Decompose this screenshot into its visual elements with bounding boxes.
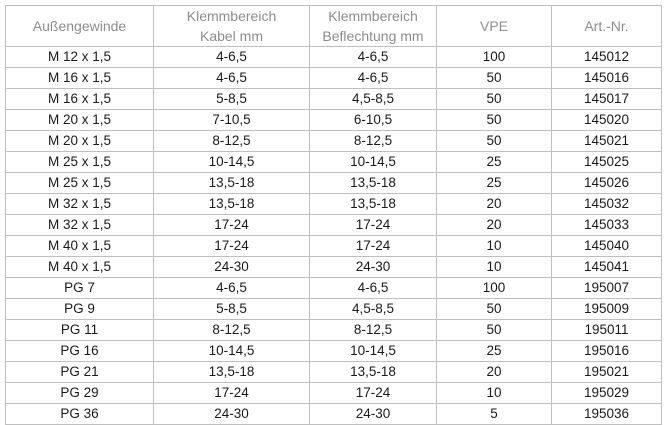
cell-clamp-cable[interactable]: 13,5-18 — [154, 362, 310, 383]
cell-article-number[interactable]: 145033 — [552, 215, 662, 236]
cell-packaging-unit[interactable]: 100 — [437, 278, 552, 299]
cell-packaging-unit[interactable]: 20 — [437, 194, 552, 215]
cell-clamp-cable[interactable]: 7-10,5 — [154, 110, 310, 131]
cell-clamp-cable[interactable]: 5-8,5 — [154, 299, 310, 320]
cell-clamp-braiding[interactable]: 10-14,5 — [310, 341, 437, 362]
cell-packaging-unit[interactable]: 50 — [437, 320, 552, 341]
cell-clamp-cable[interactable]: 13,5-18 — [154, 194, 310, 215]
cell-clamp-braiding[interactable]: 4-6,5 — [310, 47, 437, 68]
header-clamp-range-cable-line2: Kabel mm — [199, 28, 264, 44]
cell-thread[interactable]: M 16 x 1,5 — [6, 89, 154, 110]
cell-clamp-cable[interactable]: 4-6,5 — [154, 47, 310, 68]
cell-article-number[interactable]: 195007 — [552, 278, 662, 299]
cell-clamp-cable[interactable]: 17-24 — [154, 236, 310, 257]
cell-thread[interactable]: M 40 x 1,5 — [6, 257, 154, 278]
header-clamp-range-braiding-line2: Beflechtung mm — [322, 28, 424, 44]
cell-article-number[interactable]: 195029 — [552, 383, 662, 404]
table-row — [6, 299, 662, 320]
cell-thread[interactable]: M 40 x 1,5 — [6, 236, 154, 257]
cell-article-number[interactable]: 145026 — [552, 173, 662, 194]
cell-article-number[interactable]: 145016 — [552, 68, 662, 89]
cell-thread[interactable]: M 20 x 1,5 — [6, 110, 154, 131]
header-clamp-range-cable-line1: Klemmbereich — [186, 8, 277, 24]
cell-clamp-braiding[interactable]: 4-6,5 — [310, 278, 437, 299]
cell-thread[interactable]: PG 16 — [6, 341, 154, 362]
table-row — [6, 362, 662, 383]
table-row — [6, 131, 662, 152]
header-packaging-unit-label: VPE — [479, 18, 508, 34]
cell-packaging-unit[interactable]: 25 — [437, 152, 552, 173]
cell-packaging-unit[interactable]: 25 — [437, 173, 552, 194]
header-thread[interactable] — [6, 6, 154, 47]
product-table — [5, 5, 662, 425]
cell-clamp-cable[interactable]: 4-6,5 — [154, 278, 310, 299]
cell-article-number[interactable]: 145020 — [552, 110, 662, 131]
header-clamp-range-braiding-line1: Klemmbereich — [328, 8, 418, 24]
cell-thread[interactable]: M 12 x 1,5 — [6, 47, 154, 68]
header-article-number[interactable] — [552, 6, 662, 47]
cell-clamp-braiding[interactable]: 13,5-18 — [310, 173, 437, 194]
cell-thread[interactable]: PG 36 — [6, 404, 154, 425]
cell-article-number[interactable]: 145017 — [552, 89, 662, 110]
cell-clamp-braiding[interactable]: 24-30 — [310, 404, 437, 425]
cell-clamp-braiding[interactable]: 17-24 — [310, 236, 437, 257]
cell-article-number[interactable]: 195009 — [552, 299, 662, 320]
table-row — [6, 278, 662, 299]
cell-packaging-unit[interactable]: 10 — [437, 236, 552, 257]
cell-thread[interactable]: M 32 x 1,5 — [6, 194, 154, 215]
cell-clamp-cable[interactable]: 13,5-18 — [154, 173, 310, 194]
cell-packaging-unit[interactable]: 20 — [437, 215, 552, 236]
header-packaging-unit[interactable] — [437, 6, 552, 47]
cell-packaging-unit[interactable]: 10 — [437, 257, 552, 278]
table-row — [6, 404, 662, 425]
cell-packaging-unit[interactable]: 50 — [437, 110, 552, 131]
table-row — [6, 215, 662, 236]
cell-article-number[interactable]: 195036 — [552, 404, 662, 425]
table-row — [6, 173, 662, 194]
cell-clamp-braiding[interactable]: 4,5-8,5 — [310, 89, 437, 110]
cell-clamp-braiding[interactable]: 10-14,5 — [310, 152, 437, 173]
cell-packaging-unit[interactable]: 100 — [437, 47, 552, 68]
cell-packaging-unit[interactable]: 50 — [437, 68, 552, 89]
cell-thread[interactable]: M 25 x 1,5 — [6, 173, 154, 194]
cell-clamp-cable[interactable]: 8-12,5 — [154, 131, 310, 152]
cell-thread[interactable]: M 16 x 1,5 — [6, 68, 154, 89]
cell-article-number[interactable]: 145032 — [552, 194, 662, 215]
cell-packaging-unit[interactable]: 10 — [437, 383, 552, 404]
table-row — [6, 194, 662, 215]
cell-thread[interactable]: M 25 x 1,5 — [6, 152, 154, 173]
cell-thread[interactable]: PG 21 — [6, 362, 154, 383]
cell-packaging-unit[interactable]: 50 — [437, 89, 552, 110]
table-row — [6, 236, 662, 257]
cell-clamp-braiding[interactable]: 8-12,5 — [310, 320, 437, 341]
cell-clamp-cable[interactable]: 4-6,5 — [154, 68, 310, 89]
table-row — [6, 383, 662, 404]
table-row — [6, 257, 662, 278]
cell-clamp-cable[interactable]: 10-14,5 — [154, 152, 310, 173]
cell-clamp-cable[interactable]: 10-14,5 — [154, 341, 310, 362]
header-clamp-range-cable[interactable] — [154, 6, 310, 47]
table-header — [6, 6, 662, 47]
cell-clamp-cable[interactable]: 17-24 — [154, 215, 310, 236]
cell-clamp-cable[interactable]: 8-12,5 — [154, 320, 310, 341]
cell-article-number[interactable]: 195016 — [552, 341, 662, 362]
table-row — [6, 110, 662, 131]
table-row — [6, 320, 662, 341]
header-thread-label: Außengewinde — [32, 18, 127, 34]
cell-article-number[interactable]: 145012 — [552, 47, 662, 68]
cell-clamp-braiding[interactable]: 6-10,5 — [310, 110, 437, 131]
cell-clamp-braiding[interactable]: 17-24 — [310, 383, 437, 404]
cell-thread[interactable]: M 20 x 1,5 — [6, 131, 154, 152]
table-row — [6, 152, 662, 173]
cell-clamp-cable[interactable]: 24-30 — [154, 404, 310, 425]
table-row — [6, 68, 662, 89]
table-row — [6, 341, 662, 362]
cell-clamp-braiding[interactable]: 4-6,5 — [310, 68, 437, 89]
cell-thread[interactable]: PG 9 — [6, 299, 154, 320]
cell-clamp-cable[interactable]: 17-24 — [154, 383, 310, 404]
cell-clamp-braiding[interactable]: 13,5-18 — [310, 362, 437, 383]
table-body — [6, 47, 662, 425]
header-article-number-label: Art.-Nr. — [584, 18, 629, 34]
table-row — [6, 47, 662, 68]
cell-clamp-braiding[interactable]: 13,5-18 — [310, 194, 437, 215]
cell-article-number[interactable]: 145021 — [552, 131, 662, 152]
cell-packaging-unit[interactable]: 50 — [437, 131, 552, 152]
cell-thread[interactable]: PG 29 — [6, 383, 154, 404]
table-row — [6, 89, 662, 110]
cell-clamp-braiding[interactable]: 4,5-8,5 — [310, 299, 437, 320]
cell-article-number[interactable]: 195011 — [552, 320, 662, 341]
cell-packaging-unit[interactable]: 50 — [437, 299, 552, 320]
cell-packaging-unit[interactable]: 25 — [437, 341, 552, 362]
cell-packaging-unit[interactable]: 20 — [437, 362, 552, 383]
cell-thread[interactable]: PG 11 — [6, 320, 154, 341]
cell-clamp-braiding[interactable]: 24-30 — [310, 257, 437, 278]
cell-article-number[interactable]: 145025 — [552, 152, 662, 173]
cell-packaging-unit[interactable]: 5 — [437, 404, 552, 425]
cell-clamp-cable[interactable]: 24-30 — [154, 257, 310, 278]
cell-clamp-braiding[interactable]: 17-24 — [310, 215, 437, 236]
cell-article-number[interactable]: 145040 — [552, 236, 662, 257]
cell-thread[interactable]: M 32 x 1,5 — [6, 215, 154, 236]
header-clamp-range-braiding[interactable] — [310, 6, 437, 47]
cell-thread[interactable]: PG 7 — [6, 278, 154, 299]
cell-article-number[interactable]: 195021 — [552, 362, 662, 383]
cell-clamp-braiding[interactable]: 8-12,5 — [310, 131, 437, 152]
cell-clamp-cable[interactable]: 5-8,5 — [154, 89, 310, 110]
header-row — [6, 6, 662, 47]
cell-article-number[interactable]: 145041 — [552, 257, 662, 278]
